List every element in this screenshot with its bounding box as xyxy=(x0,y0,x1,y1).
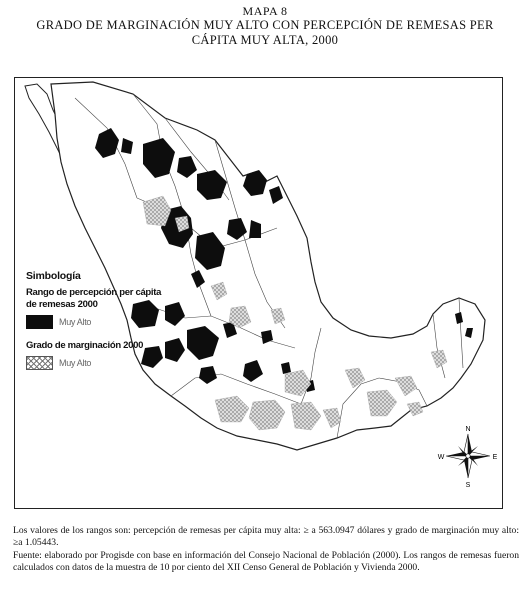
legend-hatched-swatch xyxy=(26,356,53,370)
map-notes xyxy=(13,525,519,575)
legend-remesas-row xyxy=(26,315,196,329)
legend-black-swatch xyxy=(26,315,53,329)
compass-north: N xyxy=(465,426,471,433)
legend-remesas-heading: Rango de percepción per cápita de remesas 2000 xyxy=(26,287,162,310)
compass-west: W xyxy=(437,454,445,461)
legend-marginacion-label: Muy Alto xyxy=(59,358,92,368)
legend-marginacion-row xyxy=(26,356,196,370)
compass-east: E xyxy=(492,454,498,461)
source-note: Fuente: elaborado por Progisde con base en información del Consejo Nacional de Población (2000). Los rangos de remesas fueron calculados con datos de la muestra de 10 por ciento del XII Censo General de Población y Vivienda 2000. xyxy=(13,549,519,574)
compass-rose xyxy=(438,426,498,489)
map-title: GRADO DE MARGINACIÓN MUY ALTO CON PERCEPCIÓN DE REMESAS PER CÁPITA MUY ALTA, 2000 xyxy=(36,18,494,47)
legend-remesas-label: Muy Alto xyxy=(59,317,92,327)
map-header xyxy=(0,4,530,48)
compass-south: S xyxy=(465,482,471,489)
map-number: MAPA 8 xyxy=(242,4,288,18)
legend-marginacion-heading: Grado de marginación 2000 xyxy=(26,340,144,351)
legend-title: Simbología xyxy=(26,270,81,282)
map-legend xyxy=(26,270,196,370)
ranges-note: Los valores de los rangos son: percepción de remesas per cápita muy alta: ≥ a 563.0947 dólares y grado de marginación muy alto: ≥a 1.05443. xyxy=(13,525,519,549)
